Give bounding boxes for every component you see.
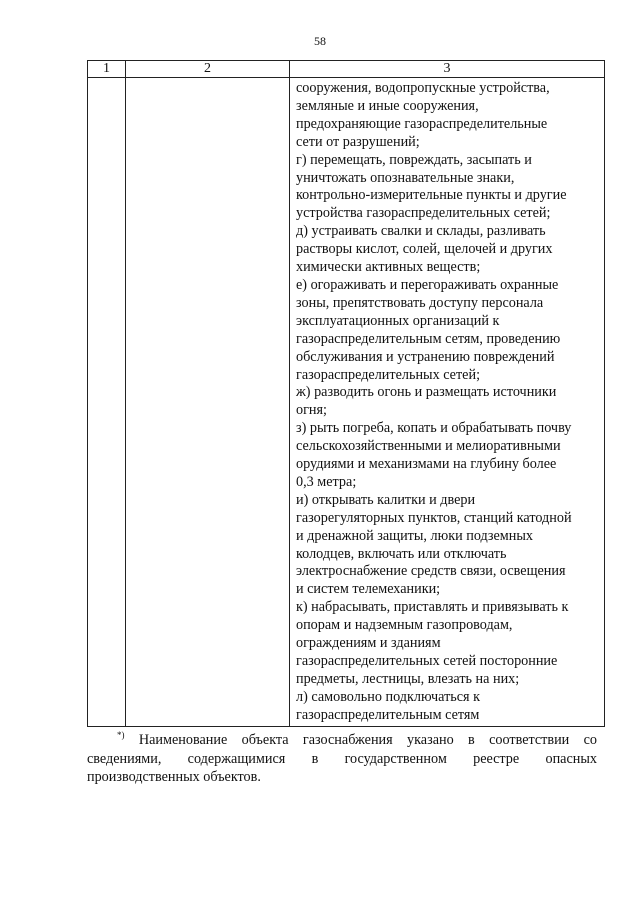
- text-line: зоны, препятствовать доступу персонала: [296, 294, 544, 311]
- footnote: [87, 726, 597, 787]
- footnote-line-3: производственных объектов.: [87, 769, 261, 785]
- page-number: 58: [314, 34, 326, 48]
- header-col-3: 3: [290, 61, 605, 78]
- header-col-1: 1: [88, 61, 126, 78]
- text-line: колодцев, включать или отключать: [296, 545, 507, 562]
- footnote-line-1-text: Наименование объекта газоснабжения указано в соответствии со: [138, 732, 598, 748]
- text-line: газорегуляторных пунктов, станций катодной: [296, 509, 572, 526]
- text-line: огня;: [296, 402, 327, 419]
- header-col-2: 2: [126, 61, 290, 78]
- text-line: земляные и иные сооружения,: [296, 97, 479, 114]
- text-line: ограждениям и зданиям: [296, 635, 441, 652]
- text-line: обслуживания и устранению повреждений: [296, 348, 555, 365]
- text-line: и) открывать калитки и двери: [296, 491, 476, 508]
- text-line: газораспределительным сетям, проведению: [296, 330, 561, 347]
- text-line: газораспределительных сетей посторонние: [296, 653, 558, 669]
- text-line: устройства газораспределительных сетей;: [296, 205, 551, 222]
- text-line: и дренажной защиты, люки подземных: [296, 527, 533, 544]
- text-line: д) устраивать свалки и склады, разливать: [296, 223, 546, 240]
- text-line: к) набрасывать, приставлять и привязывать к: [296, 599, 569, 616]
- cell-col-1: [88, 78, 126, 727]
- text-line: электроснабжение средств связи, освещения: [296, 563, 566, 580]
- text-line: и систем телемеханики;: [296, 581, 441, 598]
- footnote-line-1: [87, 726, 597, 750]
- text-line: з) рыть погреба, копать и обрабатывать почву: [296, 420, 572, 437]
- text-line: орудиями и механизмами на глубину более: [296, 456, 557, 473]
- text-line: е) огораживать и перегораживать охранные: [296, 276, 559, 293]
- table-header-row: [88, 61, 605, 78]
- text-line: предметы, лестницы, влезать на них;: [296, 670, 520, 687]
- document-table: [87, 60, 605, 727]
- text-line: сооружения, водопропускные устройства,: [296, 80, 550, 96]
- text-line: ж) разводить огонь и размещать источники: [296, 384, 557, 401]
- text-line: 0,3 метра;: [296, 473, 357, 490]
- text-line: уничтожать опознавательные знаки,: [296, 169, 515, 186]
- text-line: сельскохозяйственными и мелиоративными: [296, 438, 561, 455]
- text-line: газораспределительных сетей;: [296, 366, 481, 383]
- cell-col-3: [290, 78, 605, 727]
- text-line: растворы кислот, солей, щелочей и других: [296, 241, 553, 258]
- footnote-line-2: сведениями, содержащимися в государственном реестре опасных: [87, 750, 597, 767]
- text-line: л) самовольно подключаться к: [296, 688, 481, 705]
- text-line: предохраняющие газораспределительные: [296, 115, 548, 132]
- text-line: г) перемещать, повреждать, засыпать и: [296, 151, 532, 168]
- text-line: газораспределительным сетям: [296, 706, 480, 723]
- table-row: [88, 78, 605, 727]
- text-line: контрольно-измерительные пункты и другие: [296, 187, 567, 204]
- text-line: химически активных веществ;: [296, 259, 481, 276]
- footnote-marker: *): [117, 730, 125, 740]
- prohibitions-text: [296, 80, 600, 725]
- text-line: сети от разрушений;: [296, 133, 420, 150]
- text-line: эксплуатационных организаций к: [296, 312, 500, 329]
- text-line: опорам и надземным газопроводам,: [296, 617, 513, 634]
- cell-col-2: [126, 78, 290, 727]
